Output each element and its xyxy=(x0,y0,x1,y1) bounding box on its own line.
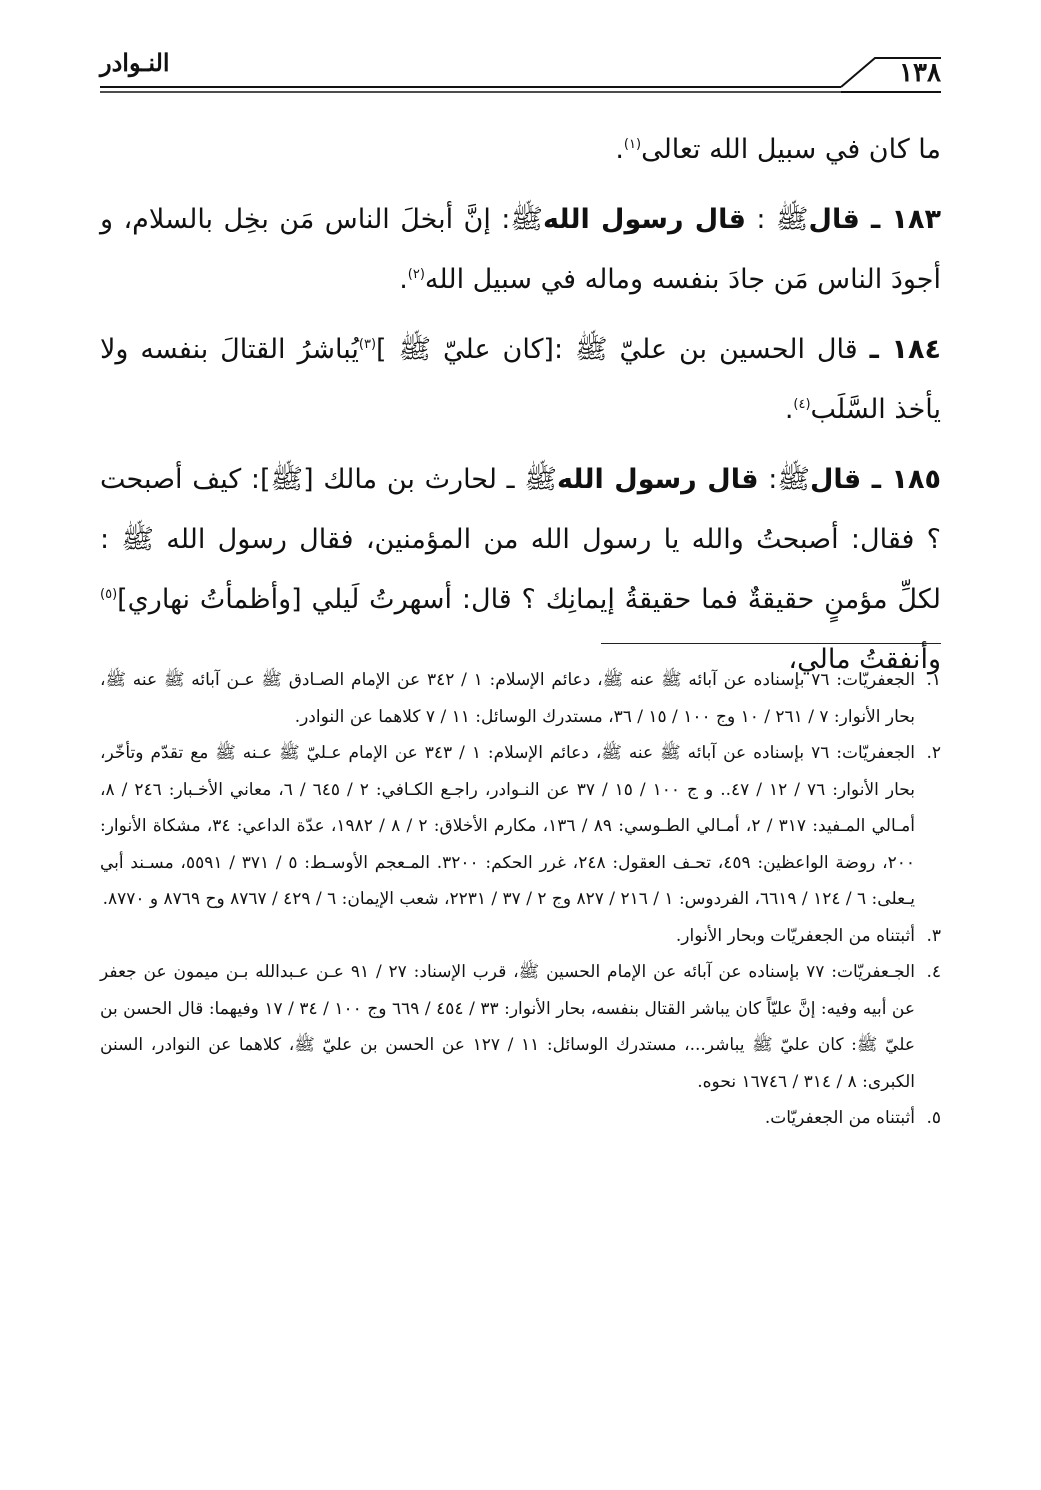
footnote-marker: (٢) xyxy=(407,267,425,282)
hadith-text: ﷺ : xyxy=(745,204,809,235)
hadith-text: يُباشرُ القتالَ بنفسه ولا يأخذ السَّلَب xyxy=(100,334,941,425)
footnotes xyxy=(100,662,941,1137)
footnote-marker: (٥) xyxy=(100,587,118,602)
footnote-number: ١. xyxy=(926,670,941,690)
footnote-divider xyxy=(601,643,941,644)
footnote-number: ٢. xyxy=(926,743,941,763)
footnote-text: الجـعفريّات: ٧٧ بإسناده عن آبائه عن الإمام الحسين ﷺ، قرب الإسناد: ٢٧ / ٩١ عـن عـبدالله بـن ميمون عن جعفر عن أبيه وفيه: إنَّ عليّاً كان يباشر القتال بنفسه، بحار الأنوار: ٣٣ / ٤٥٤ / ٦٦٩ وج ١٠٠ / ٣٤ / ١٧ وفيهما: قال الحسن بن عليّ ﷺ: كان عليّ ﷺ يباشر...، مستدرك الوسائل: ١١ / ١٢٧ عن الحسن بن عليّ ﷺ، كلاهما عن النوادر، السنن الكبرى: ٨ / ٣١٤ / ١٦٧٤٦ نحوه. xyxy=(100,962,916,1092)
hadith-number: ١٨٥ ـ xyxy=(871,464,941,495)
running-title: النـوادر xyxy=(100,48,170,77)
footnote-marker: (٤) xyxy=(793,397,811,412)
page-header xyxy=(100,40,941,100)
hadith-text: ﷺ ـ لحارث بن مالك [ﷺ]: كيف أصبحت ؟ فقال: أصبحتُ والله يا رسول الله من المؤمنين، فقال رسول الله ﷺ : لكلِّ مؤمنٍ حقيقةٌ فما حقيقةُ إيمانِك ؟ قال: أسهرتُ لَيلي [وأظمأتُ نهاري] xyxy=(100,464,941,615)
hadith-paragraph xyxy=(100,120,941,180)
hadith-paragraph xyxy=(100,190,941,310)
hadith-text: ﷺ: إنَّ أبخلَ الناس مَن بخِل بالسلام، و أجودَ الناس مَن جادَ بنفسه وماله في سبيل الله xyxy=(100,204,941,295)
footnote-number: ٣. xyxy=(926,925,941,946)
page-number: ١٣٨ xyxy=(899,58,941,88)
footnote-item xyxy=(100,1100,941,1137)
main-text xyxy=(100,120,941,700)
hadith-text: قال رسول الله xyxy=(556,464,759,495)
hadith-text: ﷺ: xyxy=(758,464,810,495)
hadith-number: ١٨٣ ـ xyxy=(871,204,941,235)
hadith-text: قال xyxy=(809,464,872,495)
footnote-text: الجعفريّات: ٧٦ بإسناده عن آبائه ﷺ عنه ﷺ، دعائم الإسلام: ١ / ٣٤٣ عن الإمام عـليّ ﷺ عـنه ﷺ مع تقدّم وتأخّر، بحار الأنوار: ٧٦ / ١٢ / ٤٧.. و ج ١٠٠ / ١٥ / ٣٧ عن النـوادر، راجـع الكـافي: ٢ / ٦٤٥ / ٦، معاني الأخـبار: ٢٤٦ / ٨، أمـالي المـفيد: ٣١٧ / ٢، أمـالي الطـوسي: ٨٩ / ١٣٦، مكارم الأخلاق: ٢ / ٨ / ١٩٨٢، عدّة الداعي: ٣٤، مشكاة الأنوار: ٢٠٠، روضة الواعظين: ٤٥٩، تحـف العقول: ٢٤٨، غرر الحكم: ٣٢٠٠. المـعجم الأوسـط: ٥ / ٣٧١ / ٥٥٩١، مسـند أبي يـعلى: ٦ / ١٢٤ / ٦٦١٩، الفردوس: ١ / ٢١٦ / ٨٢٧ وج ٢ / ٣٧ / ٢٢٣١، شعب الإيمان: ٦ / ٤٢٩ / ٨٧٦٧ وح ٨٧٦٩ و ٨٧٧٠. xyxy=(100,743,916,909)
footnote-marker: (١) xyxy=(623,137,642,152)
footnote-number: ٤. xyxy=(926,962,941,982)
footnote-text: أثبتناه من الجعفريّات. xyxy=(764,1108,915,1128)
hadith-number: ١٨٤ ـ xyxy=(869,334,941,365)
footnote-item xyxy=(100,662,941,735)
hadith-text: وأنفقتُ مالي، xyxy=(788,644,941,675)
hadith-text: قال رسول الله xyxy=(543,204,746,235)
footnote-item xyxy=(100,954,941,1100)
hadith-text: ما كان في سبيل الله تعالى xyxy=(641,134,941,165)
footnote-item xyxy=(100,735,941,918)
footnote-marker: (٣) xyxy=(358,337,377,352)
footnote-item xyxy=(100,918,941,955)
hadith-paragraph xyxy=(100,450,941,690)
hadith-text: . xyxy=(399,264,408,295)
hadith-text: . xyxy=(615,134,624,165)
hadith-text: قال الحسين بن عليّ ﷺ :[كان عليّ ﷺ ] xyxy=(376,334,870,365)
hadith-text: . xyxy=(784,394,794,425)
footnote-text: أثبتناه من الجعفريّات وبحار الأنوار. xyxy=(675,925,915,946)
hadith-paragraph xyxy=(100,320,941,440)
footnote-text: الجعفريّات: ٧٦ بإسناده عن آبائه ﷺ عنه ﷺ، دعائم الإسلام: ١ / ٣٤٢ عن الإمام الصـادق ﷺ عـن آبائه ﷺ عنه ﷺ، بحار الأنوار: ٧ / ٢٦١ / ١٠ وج ١٠٠ / ١٥ / ٣٦، مستدرك الوسائل: ١١ / ٧ كلاهما عن النوادر. xyxy=(100,670,915,727)
footnote-number: ٥. xyxy=(926,1108,941,1128)
hadith-text: قال xyxy=(808,204,872,235)
header-rule xyxy=(100,40,941,100)
